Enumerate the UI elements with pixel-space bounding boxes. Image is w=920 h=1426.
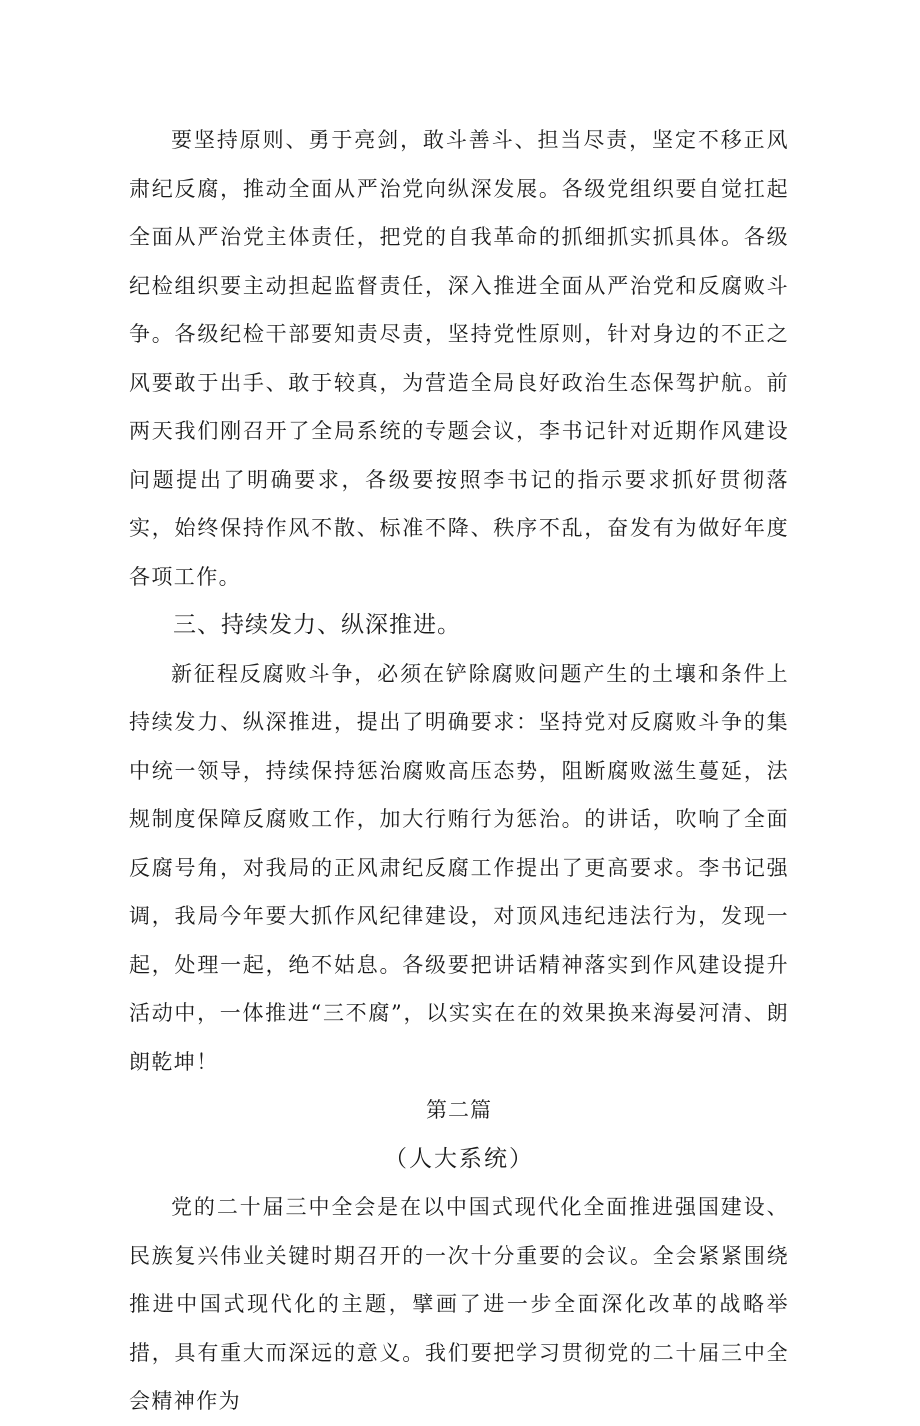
body-paragraph-1: 要坚持原则、勇于亮剑，敢斗善斗、担当尽责，坚定不移正风肃纪反腐，推动全面从严治党向纵深发展。各级党组织要自觉扛起全面从严治党主体责任，把党的自我革命的抓细抓实抓具体。各级纪检组织要主动担起监督责任，深入推进全面从严治党和反腐败斗争。各级纪检干部要知责尽责，坚持党性原则，针对身边的不正之风要敢于出手、敢于较真，为营造全局良好政治生态保驾护航。前两天我们刚召开了全局系统的专题会议，李书记针对近期作风建设问题提出了明确要求，各级要按照李书记的指示要求抓好贯彻落实，始终保持作风不散、标准不降、秩序不乱，奋发有为做好年度各项工作。 xyxy=(129,128,789,589)
section-heading: 三、持续发力、纵深推进。 xyxy=(173,612,461,638)
part-subtitle: （人大系统） xyxy=(384,1145,534,1172)
body-paragraph-3: 党的二十届三中全会是在以中国式现代化全面推进强国建设、民族复兴伟业关键时期召开的一次十分重要的会议。全会紧紧围绕推进中国式现代化的主题，擘画了进一步全面深化改革的战略举措，具有重大而深远的意义。我们要把学习贯彻党的二十届三中全会精神作为 xyxy=(129,1195,789,1413)
part-title: 第二篇 xyxy=(426,1098,492,1122)
document-body xyxy=(129,116,789,1426)
body-paragraph-2: 新征程反腐败斗争，必须在铲除腐败问题产生的土壤和条件上持续发力、纵深推进，提出了明确要求：坚持党对反腐败斗争的集中统一领导，持续保持惩治腐败高压态势，阻断腐败滋生蔓延，法规制度保障反腐败工作，加大行贿行为惩治。的讲话，吹响了全面反腐号角，对我局的正风肃纪反腐工作提出了更高要求。李书记强调，我局今年要大抓作风纪律建设，对顶风违纪违法行为，发现一起，处理一起，绝不姑息。各级要把讲话精神落实到作风建设提升活动中，一体推进“三不腐”，以实实在在的效果换来海晏河清、朗朗乾坤！ xyxy=(129,661,789,1074)
